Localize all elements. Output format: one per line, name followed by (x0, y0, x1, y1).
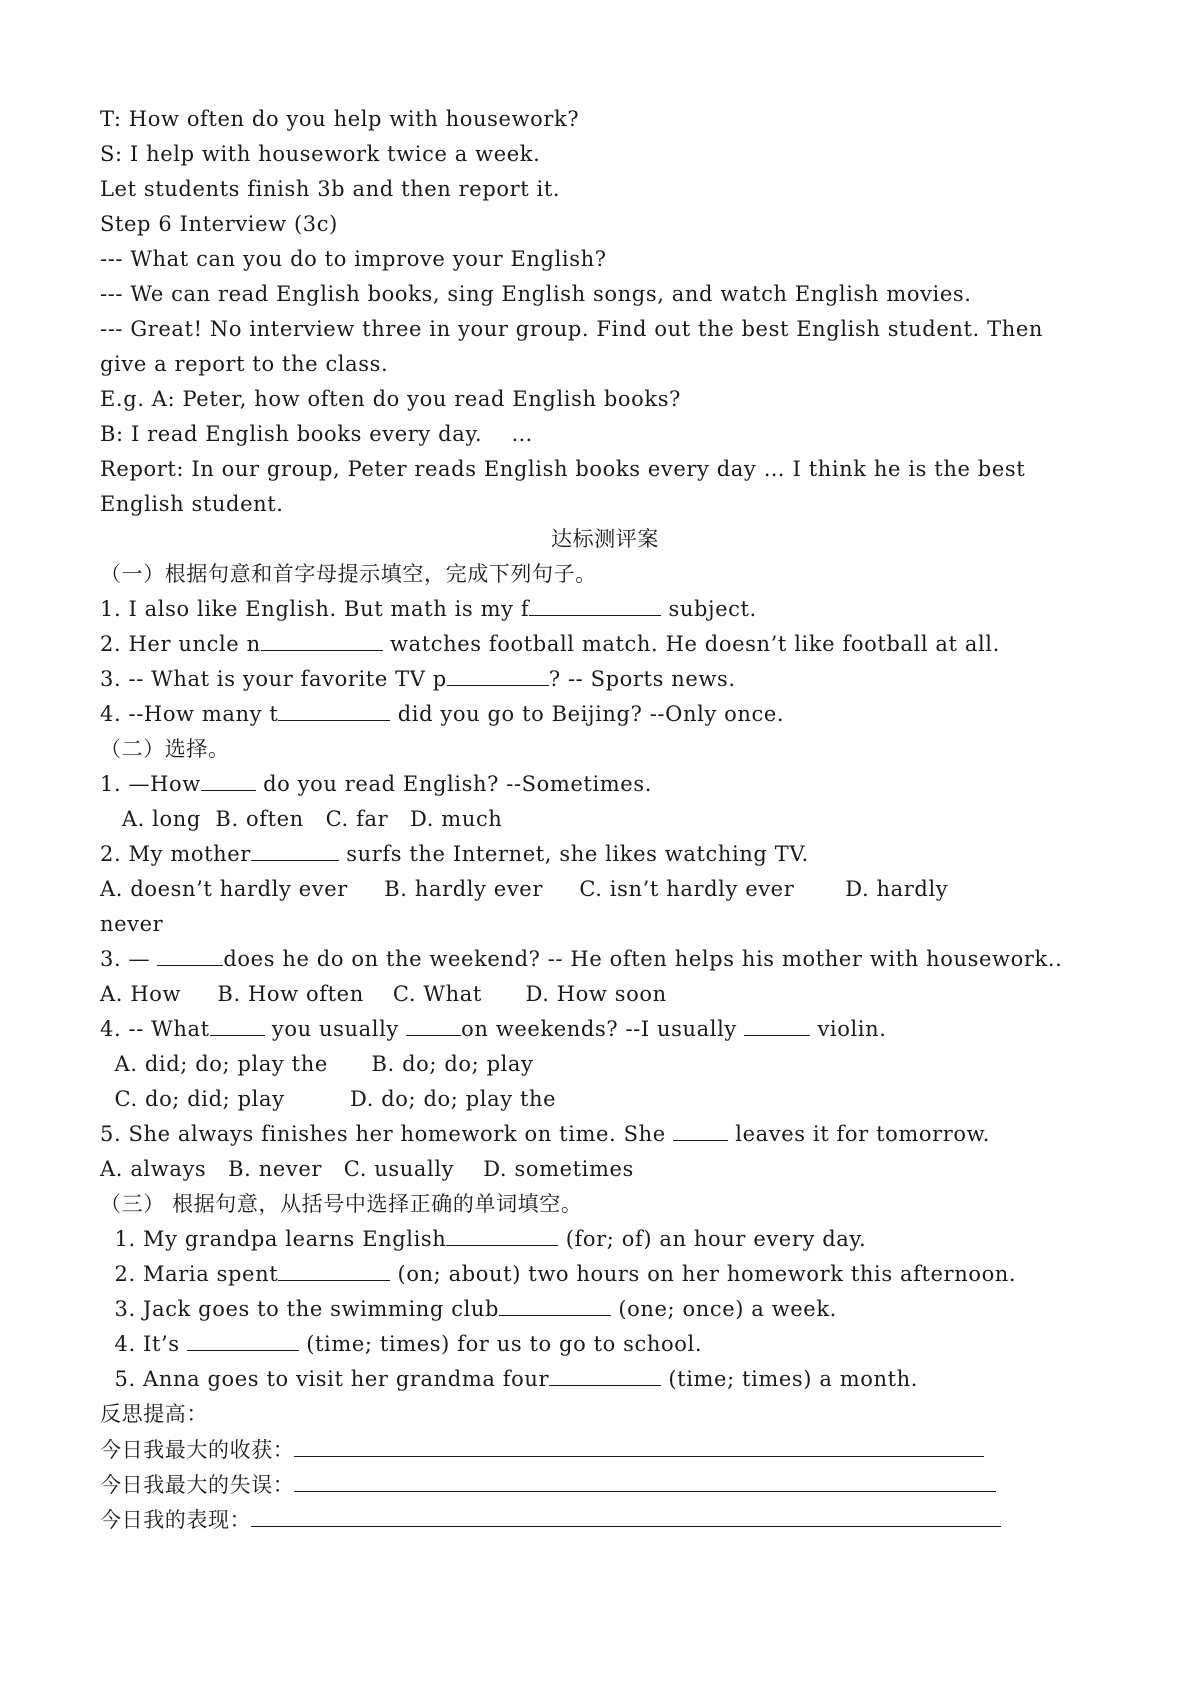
answer-blank[interactable] (406, 1013, 461, 1036)
line-text: 2. Maria spent (100, 1262, 279, 1286)
line-text: C. do; did; play D. do; do; play the (100, 1087, 557, 1111)
answer-blank[interactable] (549, 1363, 661, 1386)
line-text: does he do on the weekend? -- He often helps his mother with housework.. (223, 947, 1063, 971)
text-line (100, 767, 1110, 802)
line-text: (time; times) for us to go to school. (298, 1332, 703, 1356)
answer-blank[interactable] (447, 663, 549, 686)
line-text: (for; of) an hour every day. (558, 1227, 867, 1251)
line-text: Let students finish 3b and then report it. (100, 177, 561, 201)
answer-blank[interactable] (251, 838, 339, 861)
text-line (100, 1397, 1110, 1432)
line-text: 5. She always finishes her homework on time. She (100, 1122, 674, 1146)
text-line (100, 557, 1110, 592)
answer-blank[interactable] (744, 1013, 810, 1036)
line-text: --- Great! No interview three in your group. Find out the best English student. Then (100, 317, 1043, 341)
text-line (100, 137, 1110, 172)
text-line (100, 977, 1110, 1012)
line-text: 2. Her uncle n (100, 632, 261, 656)
line-text: Report: In our group, Peter reads English books every day … I think he is the best (100, 457, 1026, 481)
line-text: violin. (810, 1017, 887, 1041)
line-text: （一）根据句意和首字母提示填空，完成下列句子。 (100, 562, 597, 586)
text-line (100, 907, 1110, 942)
text-line (100, 1327, 1110, 1362)
text-line (100, 1432, 1110, 1467)
line-text: English student. (100, 492, 284, 516)
text-line (100, 1082, 1110, 1117)
line-text: subject. (661, 597, 757, 621)
answer-blank[interactable] (499, 1293, 611, 1316)
line-text: A. long B. often C. far D. much (100, 807, 503, 831)
answer-blank[interactable] (187, 1328, 299, 1351)
text-line (100, 837, 1110, 872)
line-text: 反思提高： (100, 1402, 208, 1426)
text-line (100, 242, 1110, 277)
line-text: leaves it for tomorrow. (728, 1122, 990, 1146)
reflection-answer-line[interactable] (294, 1432, 984, 1457)
line-text: give a report to the class. (100, 352, 389, 376)
text-line (100, 347, 1110, 382)
line-text: ? -- Sports news. (548, 667, 736, 691)
answer-blank[interactable] (278, 1258, 390, 1281)
section-heading (100, 522, 1110, 557)
line-text: A. did; do; play the B. do; do; play (100, 1052, 534, 1076)
reflection-answer-line[interactable] (294, 1467, 996, 1492)
text-line (100, 802, 1110, 837)
text-line (100, 207, 1110, 242)
line-text: 今日我最大的失误： (100, 1473, 295, 1497)
line-text: 1. —How (100, 772, 201, 796)
line-text: A. doesn’t hardly ever B. hardly ever C. isn’t hardly ever D. hardly (100, 877, 949, 901)
line-text: S: I help with housework twice a week. (100, 142, 541, 166)
line-text: 1. I also like English. But math is my f (100, 597, 530, 621)
text-line (100, 487, 1110, 522)
line-text: --- We can read English books, sing English songs, and watch English movies. (100, 282, 972, 306)
line-text: (one; once) a week. (611, 1297, 837, 1321)
line-text: on weekends? --I usually (461, 1017, 745, 1041)
line-text: E.g. A: Peter, how often do you read English books? (100, 387, 681, 411)
line-text: （二）选择。 (100, 737, 230, 761)
line-text: A. always B. never C. usually D. sometimes (100, 1157, 634, 1181)
line-text: 4. --How many t (100, 702, 279, 726)
line-text: (time; times) a month. (661, 1367, 919, 1391)
answer-blank[interactable] (529, 593, 661, 616)
answer-blank[interactable] (210, 1013, 265, 1036)
text-line (100, 417, 1110, 452)
text-line (100, 382, 1110, 417)
text-line (100, 1187, 1110, 1222)
answer-blank[interactable] (446, 1223, 558, 1246)
text-line (100, 1117, 1110, 1152)
reflection-answer-line[interactable] (251, 1502, 1001, 1527)
line-text: --- What can you do to improve your English? (100, 247, 607, 271)
line-text: B: I read English books every day. … (100, 422, 533, 446)
answer-blank[interactable] (201, 768, 256, 791)
text-line (100, 697, 1110, 732)
line-text: 今日我的表现： (100, 1508, 252, 1532)
answer-blank[interactable] (278, 698, 390, 721)
line-text: surfs the Internet, she likes watching TV. (338, 842, 809, 866)
line-text: 5. Anna goes to visit her grandma four (100, 1367, 550, 1391)
text-line (100, 662, 1110, 697)
line-text: 3. -- What is your favorite TV p (100, 667, 447, 691)
answer-blank[interactable] (157, 943, 223, 966)
text-line (100, 1047, 1110, 1082)
text-line (100, 1257, 1110, 1292)
text-line (100, 1012, 1110, 1047)
line-text: 4. It’s (100, 1332, 187, 1356)
line-text: watches football match. He doesn’t like football at all. (382, 632, 1000, 656)
text-line (100, 942, 1110, 977)
text-line (100, 732, 1110, 767)
document-body (100, 102, 1110, 1537)
line-text: （三） 根据句意，从括号中选择正确的单词填空。 (100, 1192, 583, 1216)
answer-blank[interactable] (673, 1118, 728, 1141)
line-text: 4. -- What (100, 1017, 210, 1041)
text-line (100, 172, 1110, 207)
line-text: you usually (264, 1017, 407, 1041)
answer-blank[interactable] (261, 628, 383, 651)
line-text: T: How often do you help with housework? (100, 107, 580, 131)
line-text: 1. My grandpa learns English (100, 1227, 447, 1251)
text-line (100, 592, 1110, 627)
text-line (100, 1467, 1110, 1502)
line-text: 2. My mother (100, 842, 251, 866)
text-line (100, 452, 1110, 487)
line-text: Step 6 Interview (3c) (100, 212, 338, 236)
line-text: 3. — (100, 947, 158, 971)
text-line (100, 1502, 1110, 1537)
line-text: 达标测评案 (551, 527, 659, 551)
line-text: did you go to Beijing? --Only once. (390, 702, 785, 726)
line-text: never (100, 912, 164, 936)
line-text: (on; about) two hours on her homework this afternoon. (390, 1262, 1017, 1286)
line-text: 3. Jack goes to the swimming club (100, 1297, 500, 1321)
text-line (100, 627, 1110, 662)
line-text: A. How B. How often C. What D. How soon (100, 982, 667, 1006)
text-line (100, 312, 1110, 347)
text-line (100, 1292, 1110, 1327)
text-line (100, 872, 1110, 907)
text-line (100, 1362, 1110, 1397)
text-line (100, 1152, 1110, 1187)
text-line (100, 277, 1110, 312)
line-text: do you read English? --Sometimes. (255, 772, 652, 796)
line-text: 今日我最大的收获： (100, 1438, 295, 1462)
text-line (100, 1222, 1110, 1257)
text-line (100, 102, 1110, 137)
